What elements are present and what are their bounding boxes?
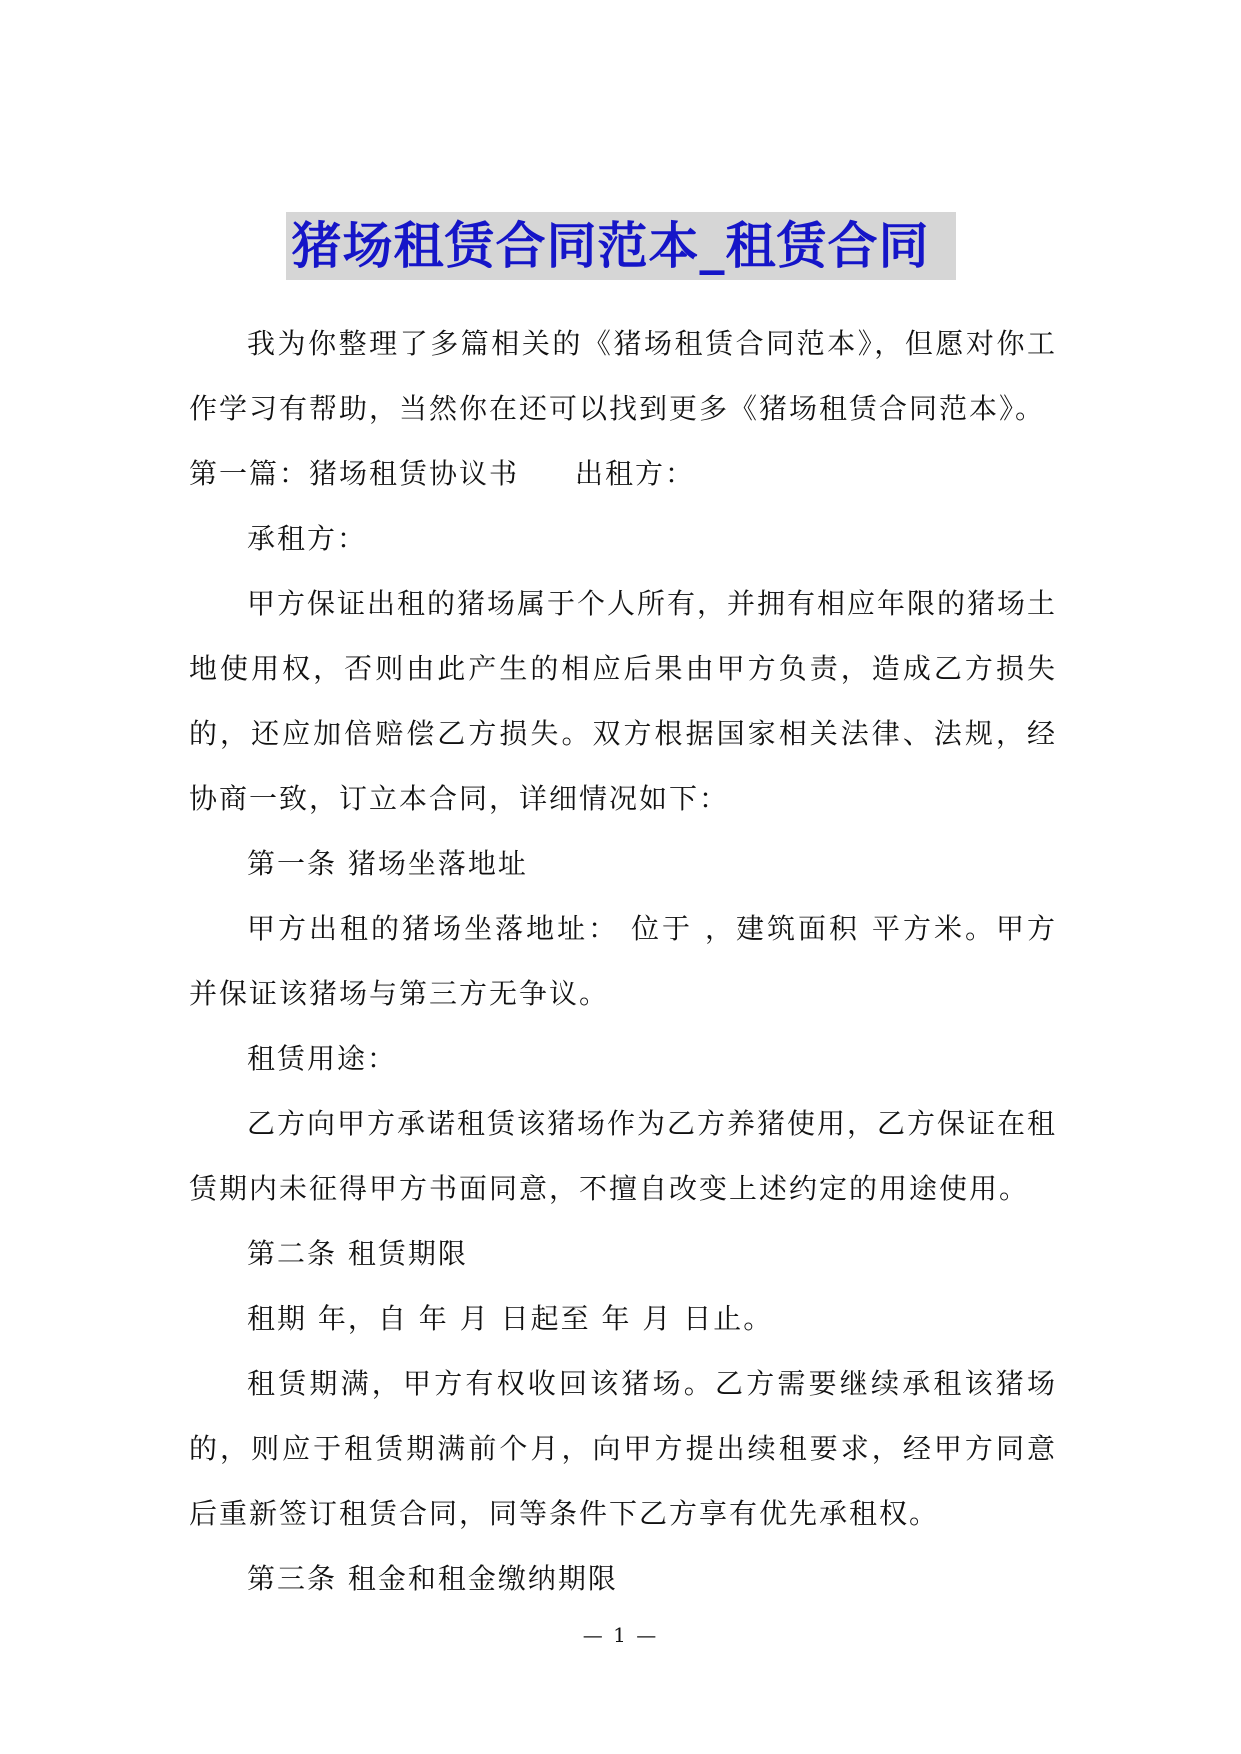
paragraph-address: 甲方出租的猪场坐落地址： 位于 ，建筑面积 平方米。甲方并保证该猪场与第三方无争议。 [189,912,1057,1010]
section-heading-line [189,441,1057,506]
article-1-heading: 第一条 猪场坐落地址 [247,847,528,880]
document-body [189,311,1057,1611]
paragraph-term: 租期 年，自 年 月 日起至 年 月 日止。 [247,1302,774,1335]
usage-label: 租赁用途： [247,1042,398,1075]
lessee-label: 承租方： [247,522,368,555]
page-number: — 1 — [582,1623,659,1647]
title-area [0,212,1241,280]
paragraph-guarantee: 甲方保证出租的猪场属于个人所有，并拥有相应年限的猪场土地使用权，否则由此产生的相应后果由甲方负责，造成乙方损失的，还应加倍赔偿乙方损失。双方根据国家相关法律、法规，经协商一致，订立本合同，详细情况如下： [189,587,1058,815]
section-heading: 第一篇：猪场租赁协议书 [189,457,520,490]
paragraph-usage: 乙方向甲方承诺租赁该猪场作为乙方养猪使用，乙方保证在租赁期内未征得甲方书面同意，不擅自改变上述约定的用途使用。 [189,1107,1058,1205]
lessor-label: 出租方： [575,457,696,490]
document-title: 猪场租赁合同范本_租赁合同 [286,212,956,280]
article-3-heading: 第三条 租金和租金缴纳期限 [247,1562,618,1595]
article-2-heading: 第二条 租赁期限 [247,1237,468,1270]
intro-paragraph: 我为你整理了多篇相关的《猪场租赁合同范本》，但愿对你工作学习有帮助，当然你在还可以找到更多《猪场租赁合同范本》。 [189,327,1057,425]
paragraph-renewal: 租赁期满，甲方有权收回该猪场。乙方需要继续承租该猪场的，则应于租赁期满前个月，向甲方提出续租要求，经甲方同意后重新签订租赁合同，同等条件下乙方享有优先承租权。 [189,1367,1057,1530]
